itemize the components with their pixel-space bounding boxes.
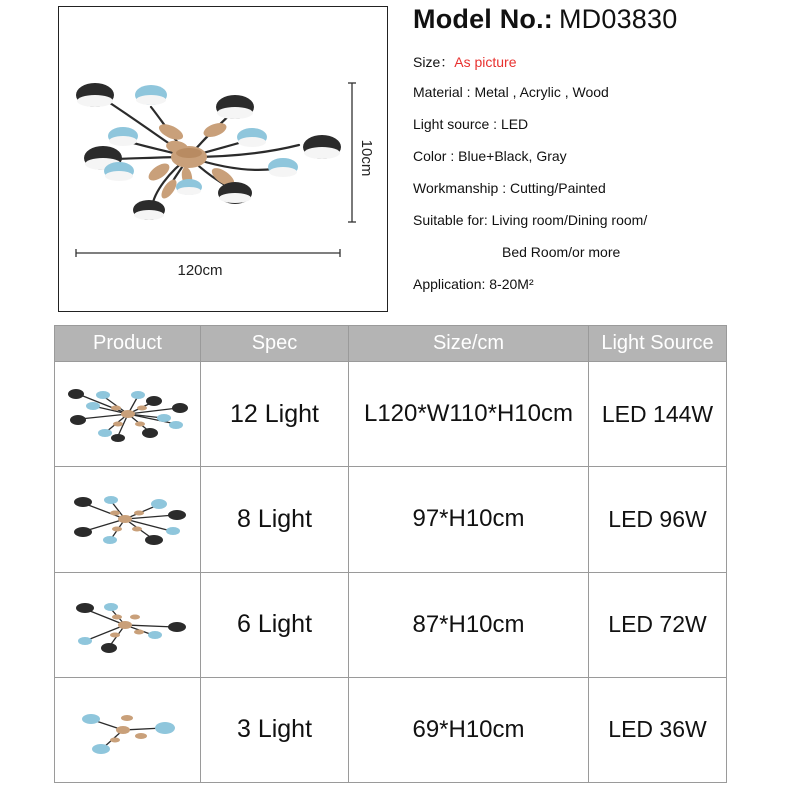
light-source-cell: LED 36W — [589, 677, 727, 782]
size-cell: 87*H10cm — [349, 572, 589, 677]
table-header-row — [55, 326, 727, 362]
height-dimension-label: 10cm — [358, 139, 375, 177]
table-row — [55, 677, 727, 782]
model-label: Model No.: — [413, 4, 553, 34]
chandelier-thumbnail-8-light — [63, 479, 193, 559]
model-value: MD03830 — [558, 4, 678, 34]
width-dimension-label: 120cm — [177, 262, 223, 279]
header-spec: Spec — [201, 326, 349, 362]
table-row — [55, 362, 727, 467]
table-row — [55, 467, 727, 572]
product-thumbnail-cell — [55, 677, 201, 782]
product-thumbnail-cell — [55, 362, 201, 467]
chandelier-thumbnail-12-light — [58, 374, 198, 454]
material-row: Material : Metal , Acrylic , Wood — [413, 84, 609, 100]
header-size: Size/cm — [349, 326, 589, 362]
workmanship-row: Workmanship : Cutting/Painted — [413, 180, 606, 196]
product-image-frame — [58, 6, 388, 312]
model-number — [413, 4, 677, 35]
size-value: As picture — [454, 54, 517, 70]
chandelier-thumbnail-6-light — [63, 585, 193, 665]
suitable-for-row-2: Bed Room/or more — [502, 244, 621, 260]
header-product: Product — [55, 326, 201, 362]
size-cell: L120*W110*H10cm — [349, 362, 589, 467]
application-row: Application: 8-20M² — [413, 276, 534, 292]
light-source-cell: LED 144W — [589, 362, 727, 467]
suitable-for-row: Suitable for: Living room/Dining room/ — [413, 212, 648, 228]
size-cell: 69*H10cm — [349, 677, 589, 782]
spec-cell: 12 Light — [201, 362, 349, 467]
size-cell: 97*H10cm — [349, 467, 589, 572]
light-source-row: Light source : LED — [413, 116, 529, 132]
chandelier-thumbnail-3-light — [63, 690, 193, 770]
spec-table — [54, 325, 727, 783]
table-row — [55, 572, 727, 677]
light-source-cell: LED 72W — [589, 572, 727, 677]
header-light-source: Light Source — [589, 326, 727, 362]
color-row: Color : Blue+Black, Gray — [413, 148, 567, 164]
light-source-cell: LED 96W — [589, 467, 727, 572]
spec-cell: 6 Light — [201, 572, 349, 677]
size-label: Size： — [413, 54, 455, 70]
spec-cell: 8 Light — [201, 467, 349, 572]
spec-cell: 3 Light — [201, 677, 349, 782]
product-thumbnail-cell — [55, 467, 201, 572]
product-thumbnail-cell — [55, 572, 201, 677]
size-row — [413, 52, 516, 72]
chandelier-illustration — [59, 7, 389, 313]
